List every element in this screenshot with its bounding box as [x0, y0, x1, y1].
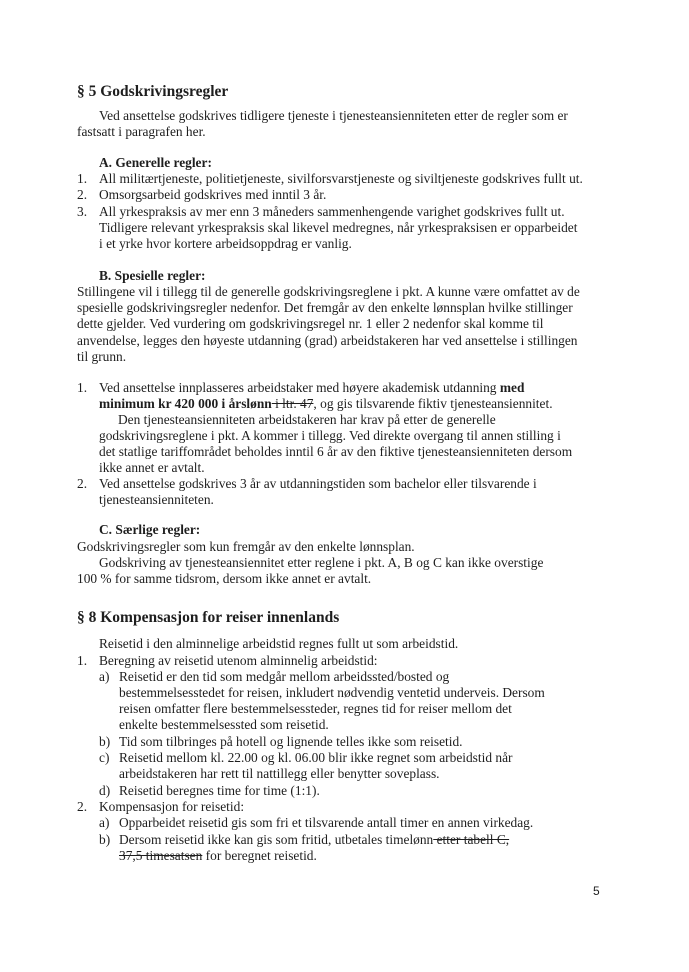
sub-item-line: arbeidstakeren har rett til nattillegg eller benytter soveplass. [119, 766, 440, 781]
subsection-a-heading: A. Generelle regler: [99, 155, 212, 170]
list-item-line: tjenesteansienniteten. [99, 492, 214, 507]
sub-item-line: reisen omfatter flere bestemmelsessteder, regnes tid for reiser mellom det [119, 701, 512, 716]
struck-text-run: i ltr. 47 [271, 396, 314, 411]
list-number: 2. [77, 799, 88, 814]
section-5-title: § 5 Godskrivingsregler [77, 83, 229, 100]
struck-text-run: etter tabell C, [433, 832, 510, 847]
list-number: 3. [77, 204, 88, 219]
subsection-c-heading: C. Særlige regler: [99, 522, 201, 537]
sub-item-line: Opparbeidet reisetid gis som fri et tilsvarende antall timer en annen virkedag. [119, 815, 534, 830]
sub-item-letter: b) [99, 734, 111, 749]
paragraph-line: spesielle godskrivingsregler nedenfor. Det fremgår av den enkelte lønnsplan hvilke stillinger [77, 300, 573, 315]
paragraph-line: dette gjelder. Ved vurdering om godskrivingsregel nr. 1 eller 2 nedenfor skal komme til [77, 316, 544, 331]
list-number: 2. [77, 476, 88, 491]
paragraph-line: 100 % for samme tidsrom, dersom ikke annet er avtalt. [77, 571, 372, 586]
sub-item-line: Reisetid mellom kl. 22.00 og kl. 06.00 blir ikke regnet som arbeidstid når [119, 750, 513, 765]
paragraph-line: anvendelse, legges den høyeste utdanning (grad) arbeidstakeren har ved ansettelse i stillingen [77, 333, 578, 348]
sub-item-line: Reisetid er den tid som medgår mellom arbeidssted/bosted og [119, 669, 450, 684]
struck-text-run: 37,5 timesatsen [119, 848, 203, 863]
sub-item-line: bestemmelsesstedet for reisen, inkludert nødvendig ventetid underveis. Dersom [119, 685, 545, 700]
list-number: 1. [77, 380, 88, 395]
sub-item-line [119, 848, 317, 864]
list-item-text: All yrkespraksis av mer enn 3 måneders sammenhengende varighet godskrives fullt ut. [99, 204, 565, 219]
text-run: Dersom reisetid ikke kan gis som fritid, utbetales timelønn [119, 832, 434, 847]
s8-intro: Reisetid i den alminnelige arbeidstid regnes fullt ut som arbeidstid. [99, 636, 459, 651]
section-8-title: § 8 Kompensasjon for reiser innenlands [77, 609, 340, 626]
sub-item-line: Tid som tilbringes på hotell og lignende telles ikke som reisetid. [119, 734, 463, 749]
bold-text-run: med [499, 380, 525, 395]
sub-item-line: Reisetid beregnes time for time (1:1). [119, 783, 320, 798]
list-item-text: Omsorgsarbeid godskrives med inntil 3 år. [99, 187, 327, 202]
subsection-b-heading: B. Spesielle regler: [99, 268, 206, 283]
list-item-line [99, 380, 524, 396]
page-number: 5 [593, 884, 600, 898]
list-number: 1. [77, 171, 88, 186]
list-item-line: Den tjenesteansienniteten arbeidstakeren har krav på etter de generelle [118, 412, 496, 427]
list-item-text: Tidligere relevant yrkespraksis skal likevel medregnes, når yrkespraksisen er opparbeidet [99, 220, 578, 235]
list-item-text: All militærtjeneste, politietjeneste, sivilforsvarstjeneste og siviltjeneste godskrives fullt ut. [99, 171, 583, 186]
list-item-text: i et yrke hvor kortere arbeidsoppdrag er vanlig. [99, 236, 352, 251]
paragraph-line: Godskrivingsregler som kun fremgår av den enkelte lønnsplan. [77, 539, 415, 554]
sub-item-line [119, 832, 509, 848]
list-item-line: Ved ansettelse godskrives 3 år av utdanningstiden som bachelor eller tilsvarende i [99, 476, 537, 491]
sub-item-letter: c) [99, 750, 110, 765]
paragraph-line: Godskriving av tjenesteansiennitet etter reglene i pkt. A, B og C kan ikke overstige [99, 555, 544, 570]
list-number: 1. [77, 653, 88, 668]
sub-item-line: enkelte bestemmelsessted som reisetid. [119, 717, 329, 732]
text-run: for beregnet reisetid. [202, 848, 317, 863]
sub-item-letter: a) [99, 669, 110, 684]
sub-item-letter: a) [99, 815, 110, 830]
list-item-line: godskrivingsreglene i pkt. A kommer i tillegg. Ved direkte overgang til annen stilling i [99, 428, 561, 443]
paragraph-line: Stillingene vil i tillegg til de generelle godskrivingsreglene i pkt. A kunne være omfattet av de [77, 284, 580, 299]
list-item-label: Kompensasjon for reisetid: [99, 799, 245, 814]
list-item-label: Beregning av reisetid utenom alminnelig arbeidstid: [99, 653, 378, 668]
s5-intro-line-1: Ved ansettelse godskrives tidligere tjeneste i tjenesteansienniteten etter de regler som er [99, 108, 568, 123]
text-run: Ved ansettelse innplasseres arbeidstaker med høyere akademisk utdanning [99, 380, 500, 395]
s5-intro-line-2: fastsatt i paragrafen her. [77, 124, 206, 139]
sub-item-letter: b) [99, 832, 111, 847]
paragraph-line: til grunn. [77, 349, 127, 364]
list-item-line [99, 396, 553, 412]
list-number: 2. [77, 187, 88, 202]
text-run: , og gis tilsvarende fiktiv tjenesteansiennitet. [313, 396, 553, 411]
list-item-line: ikke annet er avtalt. [99, 460, 205, 475]
list-item-line: det statlige tariffområdet beholdes inntil 6 år av den fiktive tjenesteansienniteten dersom [99, 444, 573, 459]
sub-item-letter: d) [99, 783, 111, 798]
bold-text-run: minimum kr 420 000 i årslønn [99, 396, 272, 411]
